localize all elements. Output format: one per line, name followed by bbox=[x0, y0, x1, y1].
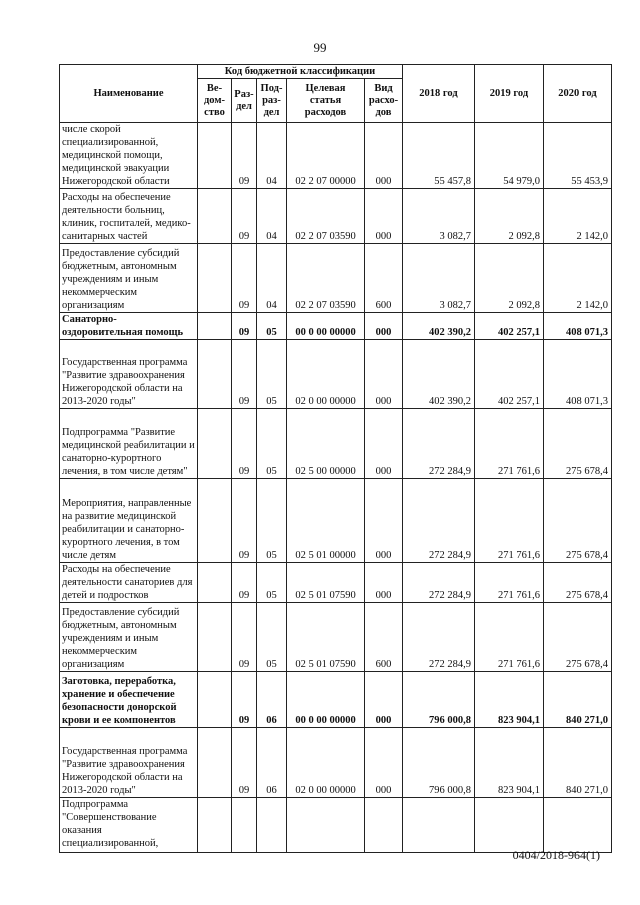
cell-expense-type: 000 bbox=[365, 563, 403, 603]
cell-vedomstvo bbox=[198, 409, 232, 479]
cell-expense-type: 000 bbox=[365, 479, 403, 563]
cell-razdel: 09 bbox=[232, 563, 257, 603]
cell-2018: 3 082,7 bbox=[403, 189, 475, 244]
cell-vedomstvo bbox=[198, 728, 232, 798]
header-podrazdel: Под-раз-дел bbox=[257, 79, 287, 123]
cell-2018: 402 390,2 bbox=[403, 340, 475, 409]
budget-table bbox=[59, 64, 612, 853]
cell-podrazdel bbox=[257, 798, 287, 853]
document-code: 0404/2018-964(1) bbox=[512, 848, 600, 862]
cell-podrazdel: 05 bbox=[257, 313, 287, 340]
cell-target-article: 02 2 07 03590 bbox=[287, 189, 365, 244]
cell-name: Государственная программа "Развитие здравоохранения Нижегородской области на 2013-2020 годы" bbox=[60, 728, 198, 798]
cell-2019: 823 904,1 bbox=[475, 672, 544, 728]
cell-2020: 408 071,3 bbox=[544, 340, 612, 409]
header-target-article: Целевая статья расходов bbox=[287, 79, 365, 123]
cell-vedomstvo bbox=[198, 189, 232, 244]
cell-razdel: 09 bbox=[232, 313, 257, 340]
cell-2018: 3 082,7 bbox=[403, 244, 475, 313]
cell-vedomstvo bbox=[198, 340, 232, 409]
cell-2018: 796 000,8 bbox=[403, 728, 475, 798]
cell-target-article: 02 5 01 00000 bbox=[287, 479, 365, 563]
cell-razdel: 09 bbox=[232, 603, 257, 672]
cell-target-article bbox=[287, 798, 365, 853]
header-2020: 2020 год bbox=[544, 65, 612, 123]
cell-expense-type: 000 bbox=[365, 728, 403, 798]
cell-2019: 823 904,1 bbox=[475, 728, 544, 798]
table-row bbox=[60, 728, 612, 798]
cell-2018: 272 284,9 bbox=[403, 409, 475, 479]
cell-target-article: 02 2 07 00000 bbox=[287, 123, 365, 189]
cell-name: Государственная программа "Развитие здравоохранения Нижегородской области на 2013-2020 годы" bbox=[60, 340, 198, 409]
cell-name: числе скорой специализированной, медицинской помощи, медицинской эвакуации Нижегородской области bbox=[60, 123, 198, 189]
table-body bbox=[60, 123, 612, 853]
cell-razdel: 09 bbox=[232, 728, 257, 798]
header-expense-type: Вид расхо-дов bbox=[365, 79, 403, 123]
cell-2020: 275 678,4 bbox=[544, 563, 612, 603]
cell-target-article: 02 0 00 00000 bbox=[287, 340, 365, 409]
cell-vedomstvo bbox=[198, 672, 232, 728]
cell-2019: 271 761,6 bbox=[475, 603, 544, 672]
header-2019: 2019 год bbox=[475, 65, 544, 123]
cell-2019: 54 979,0 bbox=[475, 123, 544, 189]
header-2018: 2018 год bbox=[403, 65, 475, 123]
cell-expense-type: 600 bbox=[365, 603, 403, 672]
cell-razdel: 09 bbox=[232, 189, 257, 244]
cell-podrazdel: 04 bbox=[257, 244, 287, 313]
table-row bbox=[60, 340, 612, 409]
cell-razdel: 09 bbox=[232, 409, 257, 479]
header-vedomstvo: Ве-дом-ство bbox=[198, 79, 232, 123]
table-row bbox=[60, 563, 612, 603]
cell-podrazdel: 05 bbox=[257, 409, 287, 479]
cell-razdel: 09 bbox=[232, 123, 257, 189]
cell-target-article: 00 0 00 00000 bbox=[287, 313, 365, 340]
cell-2019: 2 092,8 bbox=[475, 244, 544, 313]
cell-expense-type: 000 bbox=[365, 340, 403, 409]
cell-expense-type: 000 bbox=[365, 123, 403, 189]
table-row bbox=[60, 479, 612, 563]
cell-2018: 272 284,9 bbox=[403, 603, 475, 672]
cell-target-article: 02 2 07 03590 bbox=[287, 244, 365, 313]
cell-2020 bbox=[544, 798, 612, 853]
cell-podrazdel: 06 bbox=[257, 728, 287, 798]
cell-2018: 796 000,8 bbox=[403, 672, 475, 728]
table-row bbox=[60, 189, 612, 244]
cell-podrazdel: 05 bbox=[257, 603, 287, 672]
cell-expense-type bbox=[365, 798, 403, 853]
cell-podrazdel: 05 bbox=[257, 479, 287, 563]
cell-name: Предоставление субсидий бюджетным, автономным учреждениям и иным некоммерческим организациям bbox=[60, 244, 198, 313]
cell-2020: 275 678,4 bbox=[544, 409, 612, 479]
cell-2020: 840 271,0 bbox=[544, 672, 612, 728]
cell-target-article: 00 0 00 00000 bbox=[287, 672, 365, 728]
cell-podrazdel: 04 bbox=[257, 123, 287, 189]
header-budget-code-group: Код бюджетной классификации bbox=[198, 65, 403, 79]
cell-expense-type: 000 bbox=[365, 672, 403, 728]
cell-2018: 272 284,9 bbox=[403, 479, 475, 563]
header-razdel: Раз-дел bbox=[232, 79, 257, 123]
cell-vedomstvo bbox=[198, 603, 232, 672]
cell-name: Расходы на обеспечение деятельности санаториев для детей и подростков bbox=[60, 563, 198, 603]
cell-2020: 2 142,0 bbox=[544, 189, 612, 244]
cell-podrazdel: 06 bbox=[257, 672, 287, 728]
cell-2019: 271 761,6 bbox=[475, 409, 544, 479]
cell-razdel: 09 bbox=[232, 244, 257, 313]
cell-target-article: 02 5 01 07590 bbox=[287, 603, 365, 672]
table-row bbox=[60, 798, 612, 853]
cell-vedomstvo bbox=[198, 798, 232, 853]
cell-vedomstvo bbox=[198, 244, 232, 313]
table-row bbox=[60, 672, 612, 728]
cell-2020: 840 271,0 bbox=[544, 728, 612, 798]
cell-vedomstvo bbox=[198, 313, 232, 340]
cell-expense-type: 000 bbox=[365, 409, 403, 479]
cell-2019: 402 257,1 bbox=[475, 340, 544, 409]
cell-target-article: 02 5 01 07590 bbox=[287, 563, 365, 603]
cell-razdel: 09 bbox=[232, 479, 257, 563]
cell-name: Заготовка, переработка, хранение и обеспечение безопасности донорской крови и ее компонентов bbox=[60, 672, 198, 728]
table-row bbox=[60, 313, 612, 340]
cell-expense-type: 000 bbox=[365, 189, 403, 244]
cell-name: Санаторно-оздоровительная помощь bbox=[60, 313, 198, 340]
header-name: Наименование bbox=[60, 65, 198, 123]
cell-expense-type: 600 bbox=[365, 244, 403, 313]
table-row bbox=[60, 603, 612, 672]
cell-vedomstvo bbox=[198, 479, 232, 563]
cell-razdel bbox=[232, 798, 257, 853]
table-row bbox=[60, 409, 612, 479]
cell-2020: 275 678,4 bbox=[544, 479, 612, 563]
cell-expense-type: 000 bbox=[365, 313, 403, 340]
cell-vedomstvo bbox=[198, 123, 232, 189]
cell-razdel: 09 bbox=[232, 672, 257, 728]
table-row bbox=[60, 123, 612, 189]
cell-2020: 408 071,3 bbox=[544, 313, 612, 340]
cell-podrazdel: 05 bbox=[257, 340, 287, 409]
cell-vedomstvo bbox=[198, 563, 232, 603]
cell-2018: 272 284,9 bbox=[403, 563, 475, 603]
cell-2019: 271 761,6 bbox=[475, 563, 544, 603]
cell-2019 bbox=[475, 798, 544, 853]
cell-razdel: 09 bbox=[232, 340, 257, 409]
cell-2020: 2 142,0 bbox=[544, 244, 612, 313]
cell-podrazdel: 04 bbox=[257, 189, 287, 244]
cell-name: Расходы на обеспечение деятельности больниц, клиник, госпиталей, медико-санитарных частей bbox=[60, 189, 198, 244]
cell-name: Подпрограмма "Совершенствование оказания специализированной, bbox=[60, 798, 198, 853]
cell-2020: 275 678,4 bbox=[544, 603, 612, 672]
cell-2019: 271 761,6 bbox=[475, 479, 544, 563]
cell-name: Подпрограмма "Развитие медицинской реабилитации и санаторно-курортного лечения, в том числе детям" bbox=[60, 409, 198, 479]
cell-target-article: 02 5 00 00000 bbox=[287, 409, 365, 479]
cell-2018: 55 457,8 bbox=[403, 123, 475, 189]
table-row bbox=[60, 244, 612, 313]
cell-target-article: 02 0 00 00000 bbox=[287, 728, 365, 798]
cell-name: Предоставление субсидий бюджетным, автономным учреждениям и иным некоммерческим организациям bbox=[60, 603, 198, 672]
cell-podrazdel: 05 bbox=[257, 563, 287, 603]
page-number: 99 bbox=[313, 40, 327, 55]
cell-name: Мероприятия, направленные на развитие медицинской реабилитации и санаторно-курортного лечения, в том числе детям bbox=[60, 479, 198, 563]
cell-2019: 2 092,8 bbox=[475, 189, 544, 244]
cell-2018 bbox=[403, 798, 475, 853]
cell-2018: 402 390,2 bbox=[403, 313, 475, 340]
cell-2019: 402 257,1 bbox=[475, 313, 544, 340]
cell-2020: 55 453,9 bbox=[544, 123, 612, 189]
